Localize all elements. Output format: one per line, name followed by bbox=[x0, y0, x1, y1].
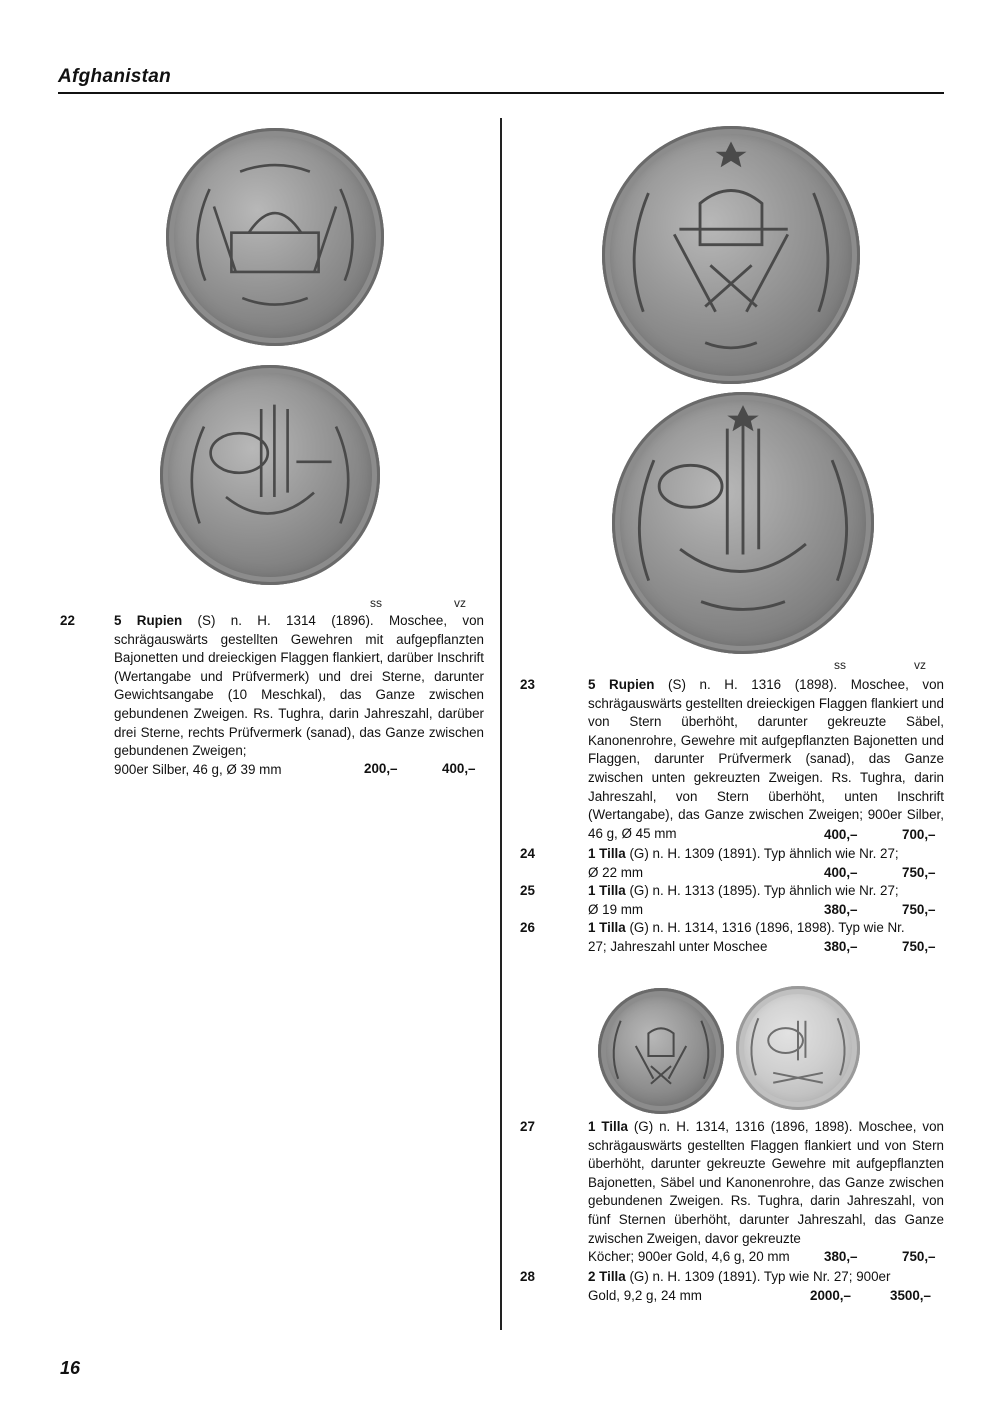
price-ss: 380,– bbox=[824, 1249, 858, 1265]
price-ss: 380,– bbox=[824, 938, 858, 954]
coin-description-last: Ø 19 mm bbox=[588, 901, 644, 917]
catalog-entry-24 bbox=[520, 845, 944, 883]
page-number: 16 bbox=[60, 1358, 81, 1378]
coin-22-reverse-image bbox=[160, 365, 380, 585]
coin-22-obverse-image bbox=[166, 128, 384, 346]
coin-27-obverse-image bbox=[598, 988, 724, 1114]
grade-ss-label: ss bbox=[370, 596, 382, 610]
coin-denomination: 5 Rupien bbox=[588, 677, 655, 692]
price-vz: 750,– bbox=[902, 938, 936, 954]
entry-number: 27 bbox=[520, 1119, 535, 1134]
coin-description-last: Gold, 9,2 g, 24 mm bbox=[588, 1287, 702, 1303]
coin-description: (S) n. H. 1314 (1896). Moschee, von schrägauswärts gestellten Gewehren mit aufgepflanzten Bajonetten und dreieckigen Flaggen flankiert, darüber Inschrift (Wertangabe und Prüfvermerk) und drei Sterne, darunter Gewichtsangabe (10 Meschkal), das Ganze zwischen gebundenen Zweigen. Rs. Tughra, darin Jahreszahl, darüber drei Sterne, rechts Prüfvermerk (sanad), das Ganze zwischen gebundenen Zweigen; bbox=[114, 613, 484, 759]
entry-number: 28 bbox=[520, 1269, 535, 1284]
coin-denomination: 2 Tilla bbox=[588, 1269, 626, 1284]
coin-23-obverse-image bbox=[602, 126, 860, 384]
catalog-entry-28 bbox=[520, 1268, 944, 1306]
coin-27-reverse-image bbox=[736, 986, 860, 1110]
coin-description: (G) n. H. 1314, 1316 (1896, 1898). Typ wie Nr. bbox=[625, 920, 905, 935]
grade-ss-label: ss bbox=[834, 658, 846, 672]
entry-number: 22 bbox=[60, 613, 75, 628]
catalog-entry-22 bbox=[60, 612, 484, 782]
entry-number: 24 bbox=[520, 846, 535, 861]
coin-23-reverse-image bbox=[612, 392, 874, 654]
price-vz: 750,– bbox=[902, 901, 936, 917]
price-vz: 750,– bbox=[902, 1249, 936, 1265]
coin-denomination: 1 Tilla bbox=[588, 920, 626, 935]
coin-description: (S) n. H. 1316 (1898). Moschee, von schrägauswärts gestellten dreieckigen Flaggen flankiert und von Stern überhöht, darunter gekreuzte Säbel, Kanonenrohre, Gewehre mit aufgepflanzten Bajonetten und Flaggen, darunter Prüfvermerk (sanad), das Ganze zwischen unten gekreuzten Zweigen. Rs. Tughra, darin Jahreszahl, von Stern überhöht, unten Inschrift (Wertangabe), das Ganze zwischen Zweigen; 900er Silber, 46 g, Ø 45 mm bbox=[588, 677, 944, 841]
catalog-entry-27 bbox=[520, 1118, 944, 1270]
price-ss: 200,– bbox=[364, 761, 398, 776]
column-divider bbox=[500, 118, 502, 1330]
coin-denomination: 1 Tilla bbox=[588, 846, 626, 861]
catalog-entry-23 bbox=[520, 676, 944, 846]
coin-denomination: 1 Tilla bbox=[588, 883, 626, 898]
grade-header-left bbox=[370, 596, 490, 612]
coin-description: (G) n. H. 1313 (1895). Typ ähnlich wie Nr. 27; bbox=[625, 883, 899, 898]
coin-description: (G) n. H. 1309 (1891). Typ wie Nr. 27; 900er bbox=[625, 1269, 891, 1284]
coin-description-last: Köcher; 900er Gold, 4,6 g, 20 mm bbox=[588, 1249, 790, 1265]
price-vz: 400,– bbox=[442, 761, 476, 776]
price-vz: 700,– bbox=[902, 827, 936, 842]
coin-description-last: 900er Silber, 46 g, Ø 39 mm bbox=[114, 761, 282, 777]
price-ss: 400,– bbox=[824, 827, 858, 842]
coin-description: (G) n. H. 1314, 1316 (1896, 1898). Moschee, von schrägauswärts gestellten Flaggen flankiert und von Stern überhöht, darunter gekreuzte Gewehre mit aufgepflanzten Bajonetten, Säbel und Kanonenrohre, das Ganze zwischen gebundenen Zweigen. Rs. Tughra, darin Jahreszahl, von fünf Sternen überhöht, darunter Jahreszahl, das Ganze zwischen Zweigen, davor gekreuzte bbox=[588, 1119, 944, 1246]
grade-vz-label: vz bbox=[454, 596, 466, 610]
coin-description-last: Ø 22 mm bbox=[588, 864, 644, 880]
page-header bbox=[58, 64, 944, 94]
catalog-entry-26 bbox=[520, 919, 944, 957]
catalog-entry-25 bbox=[520, 882, 944, 920]
price-vz: 750,– bbox=[902, 864, 936, 880]
coin-denomination: 5 Rupien bbox=[114, 613, 183, 628]
entry-number: 26 bbox=[520, 920, 535, 935]
price-vz: 3500,– bbox=[890, 1287, 931, 1303]
entry-number: 25 bbox=[520, 883, 535, 898]
coin-description: (G) n. H. 1309 (1891). Typ ähnlich wie Nr. 27; bbox=[625, 846, 899, 861]
section-title: Afghanistan bbox=[58, 66, 172, 87]
coin-description-last: 27; Jahreszahl unter Moschee bbox=[588, 938, 768, 954]
coin-denomination: 1 Tilla bbox=[588, 1119, 628, 1134]
grade-vz-label: vz bbox=[914, 658, 926, 672]
price-ss: 380,– bbox=[824, 901, 858, 917]
grade-header-right bbox=[834, 658, 954, 674]
price-ss: 2000,– bbox=[810, 1287, 851, 1303]
entry-number: 23 bbox=[520, 677, 535, 692]
price-ss: 400,– bbox=[824, 864, 858, 880]
